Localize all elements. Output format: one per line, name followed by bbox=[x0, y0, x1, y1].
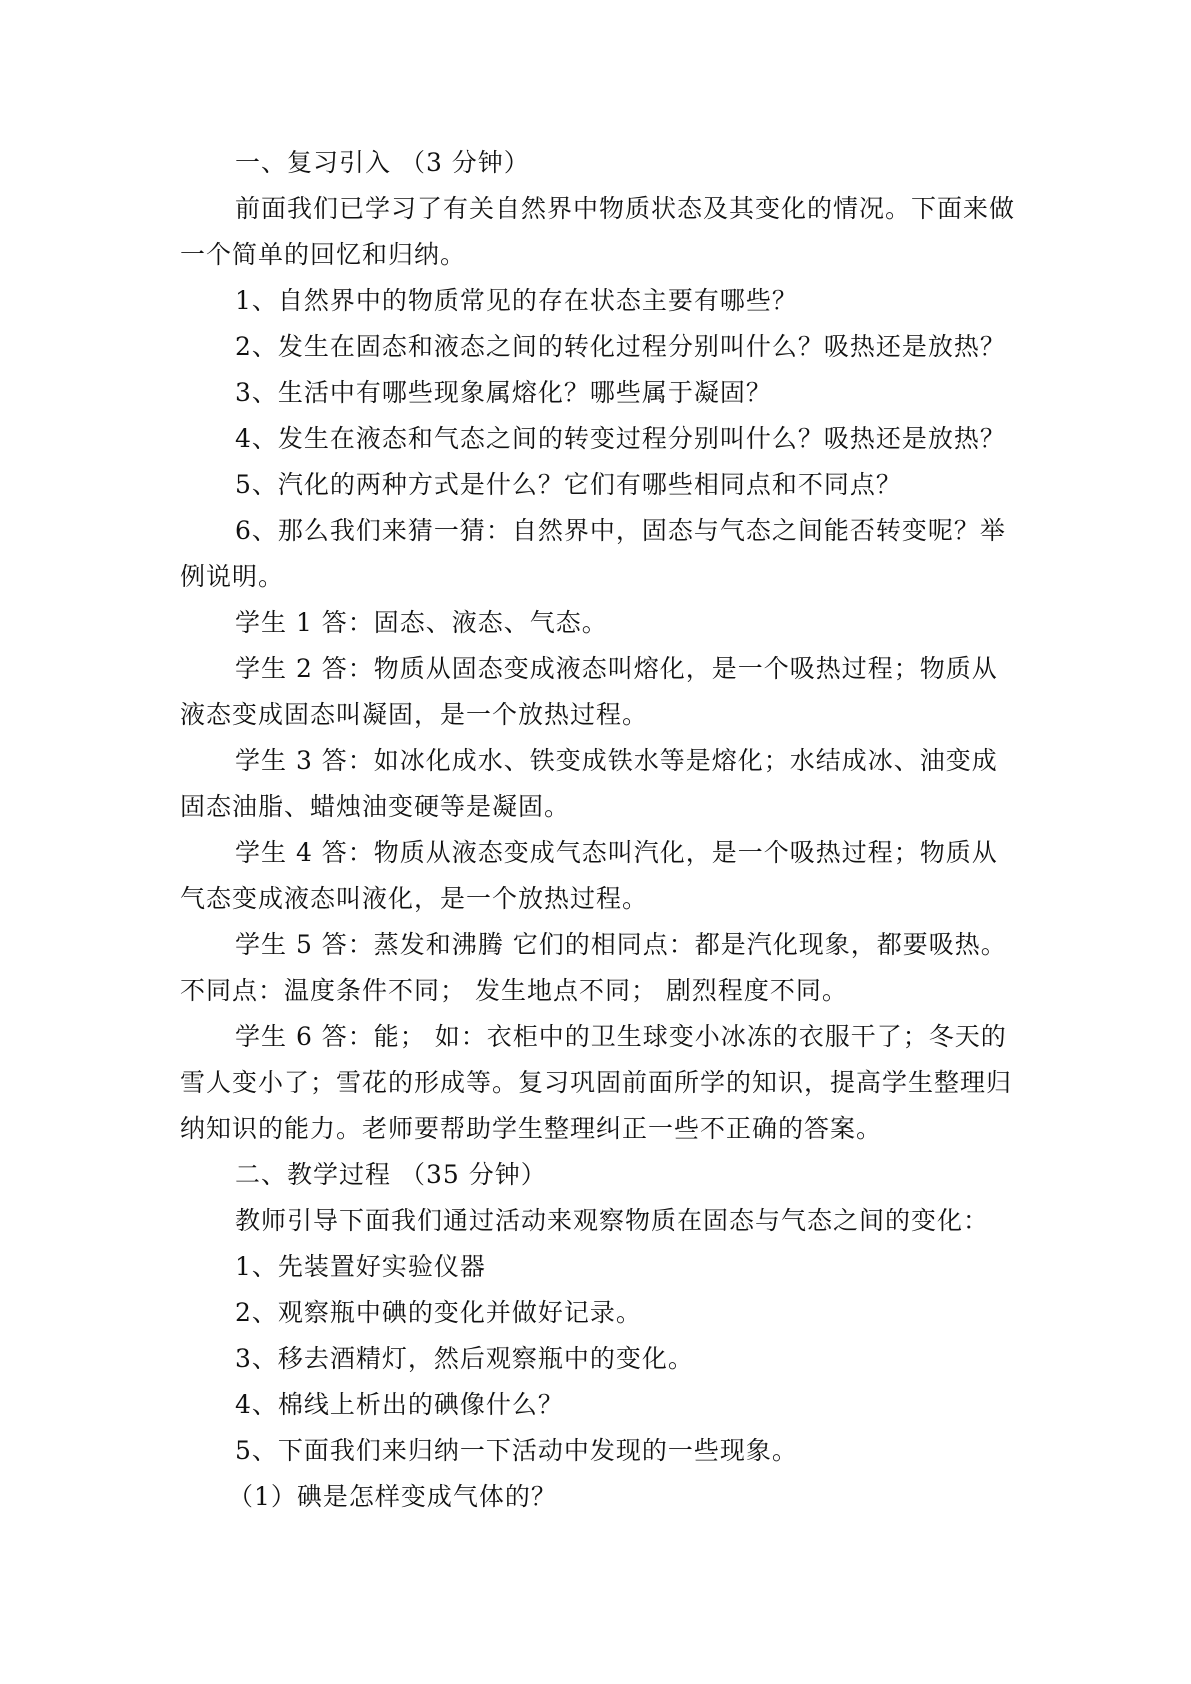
answer-4: 学生 4 答：物质从液态变成气态叫汽化，是一个吸热过程；物质从气态变成液态叫液化，是一个放热过程。 bbox=[180, 838, 998, 913]
question-3: 3、生活中有哪些现象属熔化？哪些属于凝固？ bbox=[235, 378, 772, 407]
step-1: 1、先装置好实验仪器 bbox=[235, 1252, 486, 1281]
question-2: 2、发生在固态和液态之间的转化过程分别叫什么？吸热还是放热？ bbox=[235, 332, 1006, 361]
question-1: 1、自然界中的物质常见的存在状态主要有哪些？ bbox=[235, 286, 798, 315]
answer-6: 学生 6 答：能； 如：衣柜中的卫生球变小冰冻的衣服干了；冬天的雪人变小了；雪花的形成等。复习巩固前面所学的知识，提高学生整理归纳知识的能力。老师要帮助学生整理纠正一些不正确的答案。 bbox=[180, 1022, 1013, 1143]
document-page bbox=[180, 140, 1020, 1520]
question-5: 5、汽化的两种方式是什么？它们有哪些相同点和不同点？ bbox=[235, 470, 902, 499]
answer-2: 学生 2 答：物质从固态变成液态叫熔化，是一个吸热过程；物质从液态变成固态叫凝固，是一个放热过程。 bbox=[180, 654, 998, 729]
question-4: 4、发生在液态和气态之间的转变过程分别叫什么？吸热还是放热？ bbox=[235, 424, 1006, 453]
answer-1: 学生 1 答：固态、液态、气态。 bbox=[235, 608, 608, 637]
answer-3: 学生 3 答：如冰化成水、铁变成铁水等是熔化；水结成冰、油变成固态油脂、蜡烛油变硬等是凝固。 bbox=[180, 746, 998, 821]
answer-5: 学生 5 答：蒸发和沸腾 它们的相同点：都是汽化现象，都要吸热。不同点：温度条件不同； 发生地点不同； 剧烈程度不同。 bbox=[180, 930, 1007, 1005]
section-heading-teaching: 二、教学过程 （35 分钟） bbox=[235, 1160, 547, 1189]
step-5: 5、下面我们来归纳一下活动中发现的一些现象。 bbox=[235, 1436, 798, 1465]
step-2: 2、观察瓶中碘的变化并做好记录。 bbox=[235, 1298, 642, 1327]
step-3: 3、移去酒精灯，然后观察瓶中的变化。 bbox=[235, 1344, 694, 1373]
section-heading-review: 一、复习引入 （3 分钟） bbox=[235, 148, 530, 177]
question-6: 6、那么我们来猜一猜：自然界中，固态与气态之间能否转变呢？举例说明。 bbox=[180, 516, 1006, 591]
paragraph-teacher-guide: 教师引导下面我们通过活动来观察物质在固态与气态之间的变化： bbox=[235, 1206, 990, 1235]
step-4: 4、棉线上析出的碘像什么？ bbox=[235, 1390, 564, 1419]
paragraph-intro: 前面我们已学习了有关自然界中物质状态及其变化的情况。下面来做一个简单的回忆和归纳。 bbox=[180, 194, 1016, 269]
sub-question-1: （1）碘是怎样变成气体的？ bbox=[228, 1482, 557, 1511]
